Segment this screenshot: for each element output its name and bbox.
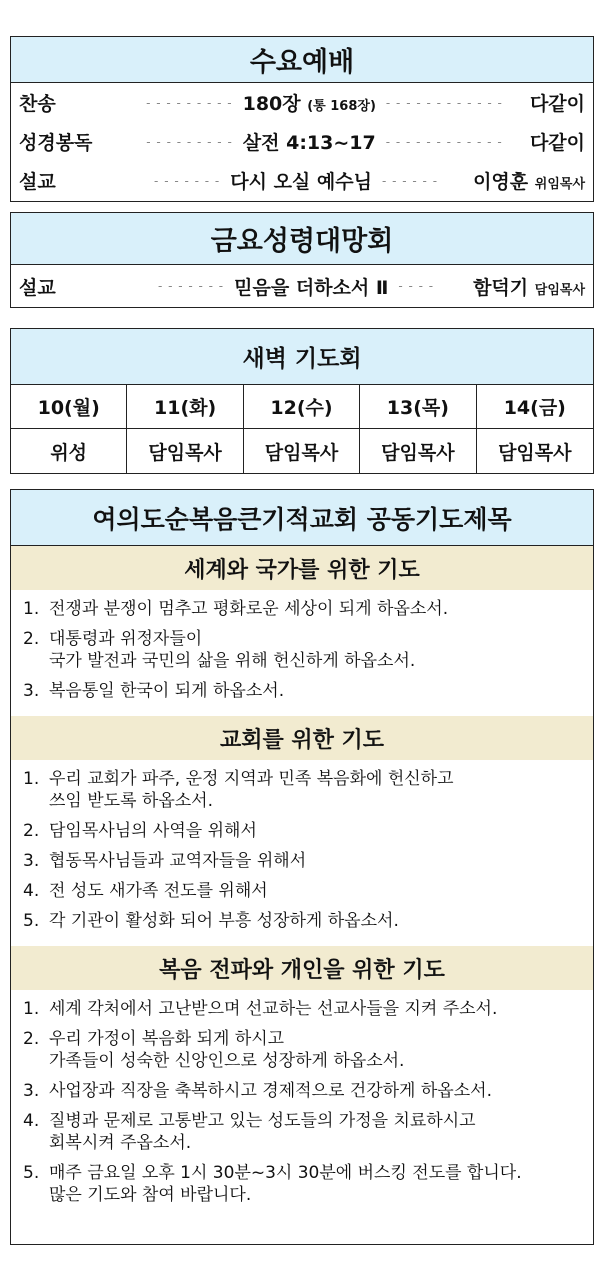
row-label: 찬송	[19, 93, 56, 115]
dawn-prayer-title: 새벽 기도회	[11, 329, 593, 385]
section-title-nation: 세계와 국가를 위한 기도	[11, 546, 593, 590]
row-label: 설교	[19, 276, 56, 299]
prayer-list-gospel	[11, 990, 593, 1220]
list-item: 5. 매주 금요일 오후 1시 30분~3시 30분에 버스킹 전도를 합니다. 많은 기도와 참여 바랍니다.	[23, 1163, 522, 1205]
prayer-list-nation	[11, 590, 593, 716]
wednesday-service-title: 수요예배	[11, 37, 593, 83]
list-item: 3. 사업장과 직장을 축복하시고 경제적으로 건강하게 하옵소서.	[23, 1081, 492, 1101]
dotted-leader: - - - - - - -	[154, 173, 221, 188]
row-right: 함덕기 담임목사	[473, 276, 585, 299]
prayer-list-church	[11, 760, 593, 946]
list-item: 2. 우리 가정이 복음화 되게 하시고 가족들이 성숙한 신앙인으로 성장하게 하옵소서.	[23, 1029, 405, 1071]
dotted-leader: - - - - - - - - - - - -	[385, 95, 503, 110]
dotted-leader: - - - - - - - - -	[146, 95, 233, 110]
row-label: 성경봉독	[19, 132, 93, 154]
scripture-reference: 살전 4:13~17	[242, 132, 376, 154]
leader-cell: 담임목사	[127, 429, 243, 473]
list-item: 1. 전쟁과 분쟁이 멈추고 평화로운 세상이 되게 하옵소서.	[23, 599, 449, 619]
service-row-sermon	[11, 161, 593, 200]
list-item: 3. 복음통일 한국이 되게 하옵소서.	[23, 681, 285, 701]
sermon-title: 믿음을 더하소서 Ⅱ	[234, 276, 389, 299]
dotted-leader: - - - - - -	[381, 173, 439, 188]
leader-cell: 담임목사	[244, 429, 360, 473]
service-row-hymn	[11, 83, 593, 122]
row-right: 다같이	[529, 132, 585, 154]
prayer-topics-box	[10, 489, 594, 1245]
dotted-leader: - - - - - - -	[157, 279, 225, 293]
row-content	[119, 273, 473, 300]
list-item: 1. 우리 교회가 파주, 운정 지역과 민족 복음화에 헌신하고 쓰임 받도록 하옵소서.	[23, 769, 454, 811]
dawn-prayer-table	[11, 385, 593, 473]
dotted-leader: - - - -	[398, 279, 435, 293]
row-content	[119, 128, 530, 155]
leader-cell: 담임목사	[360, 429, 476, 473]
dawn-prayer-box	[10, 328, 594, 474]
day-cell: 10(월)	[11, 385, 127, 429]
list-item: 1. 세계 각처에서 고난받으며 선교하는 선교사들을 지켜 주소서.	[23, 999, 498, 1019]
wednesday-service-box	[10, 36, 594, 202]
hymn-number: 180장 (통 168장)	[242, 93, 376, 115]
row-label: 설교	[19, 171, 56, 193]
list-item: 4. 전 성도 새가족 전도를 위해서	[23, 881, 268, 901]
day-cell: 12(수)	[244, 385, 360, 429]
row-content	[119, 167, 473, 194]
row-content	[119, 89, 530, 116]
prayer-topics-title: 여의도순복음큰기적교회 공동기도제목	[11, 490, 593, 546]
row-right: 이영훈 위임목사	[473, 171, 585, 193]
dotted-leader: - - - - - - - - - - - -	[385, 134, 503, 149]
list-item: 2. 대통령과 위정자들이 국가 발전과 국민의 삶을 위해 헌신하게 하옵소서.	[23, 629, 416, 671]
leader-cell: 위성	[11, 429, 127, 473]
sermon-title: 다시 오실 예수님	[230, 171, 372, 193]
list-item: 4. 질병과 문제로 고통받고 있는 성도들의 가정을 치료하시고 회복시켜 주옵소서.	[23, 1111, 476, 1153]
row-right: 다같이	[529, 93, 585, 115]
day-cell: 13(목)	[360, 385, 476, 429]
leader-cell: 담임목사	[498, 441, 572, 464]
day-cell: 11(화)	[127, 385, 243, 429]
friday-service-box	[10, 212, 594, 308]
section-title-gospel: 복음 전파와 개인을 위한 기도	[11, 946, 593, 990]
dotted-leader: - - - - - - - - -	[146, 134, 233, 149]
list-item: 5. 각 기관이 활성화 되어 부흥 성장하게 하옵소서.	[23, 911, 399, 931]
friday-service-title: 금요성령대망회	[11, 213, 593, 265]
service-row-scripture	[11, 122, 593, 161]
list-item: 2. 담임목사님의 사역을 위해서	[23, 821, 257, 841]
list-item: 3. 협동목사님들과 교역자들을 위해서	[23, 851, 307, 871]
day-cell: 14(금)	[477, 385, 593, 429]
service-row-sermon	[11, 265, 593, 307]
section-title-church: 교회를 위한 기도	[11, 716, 593, 760]
